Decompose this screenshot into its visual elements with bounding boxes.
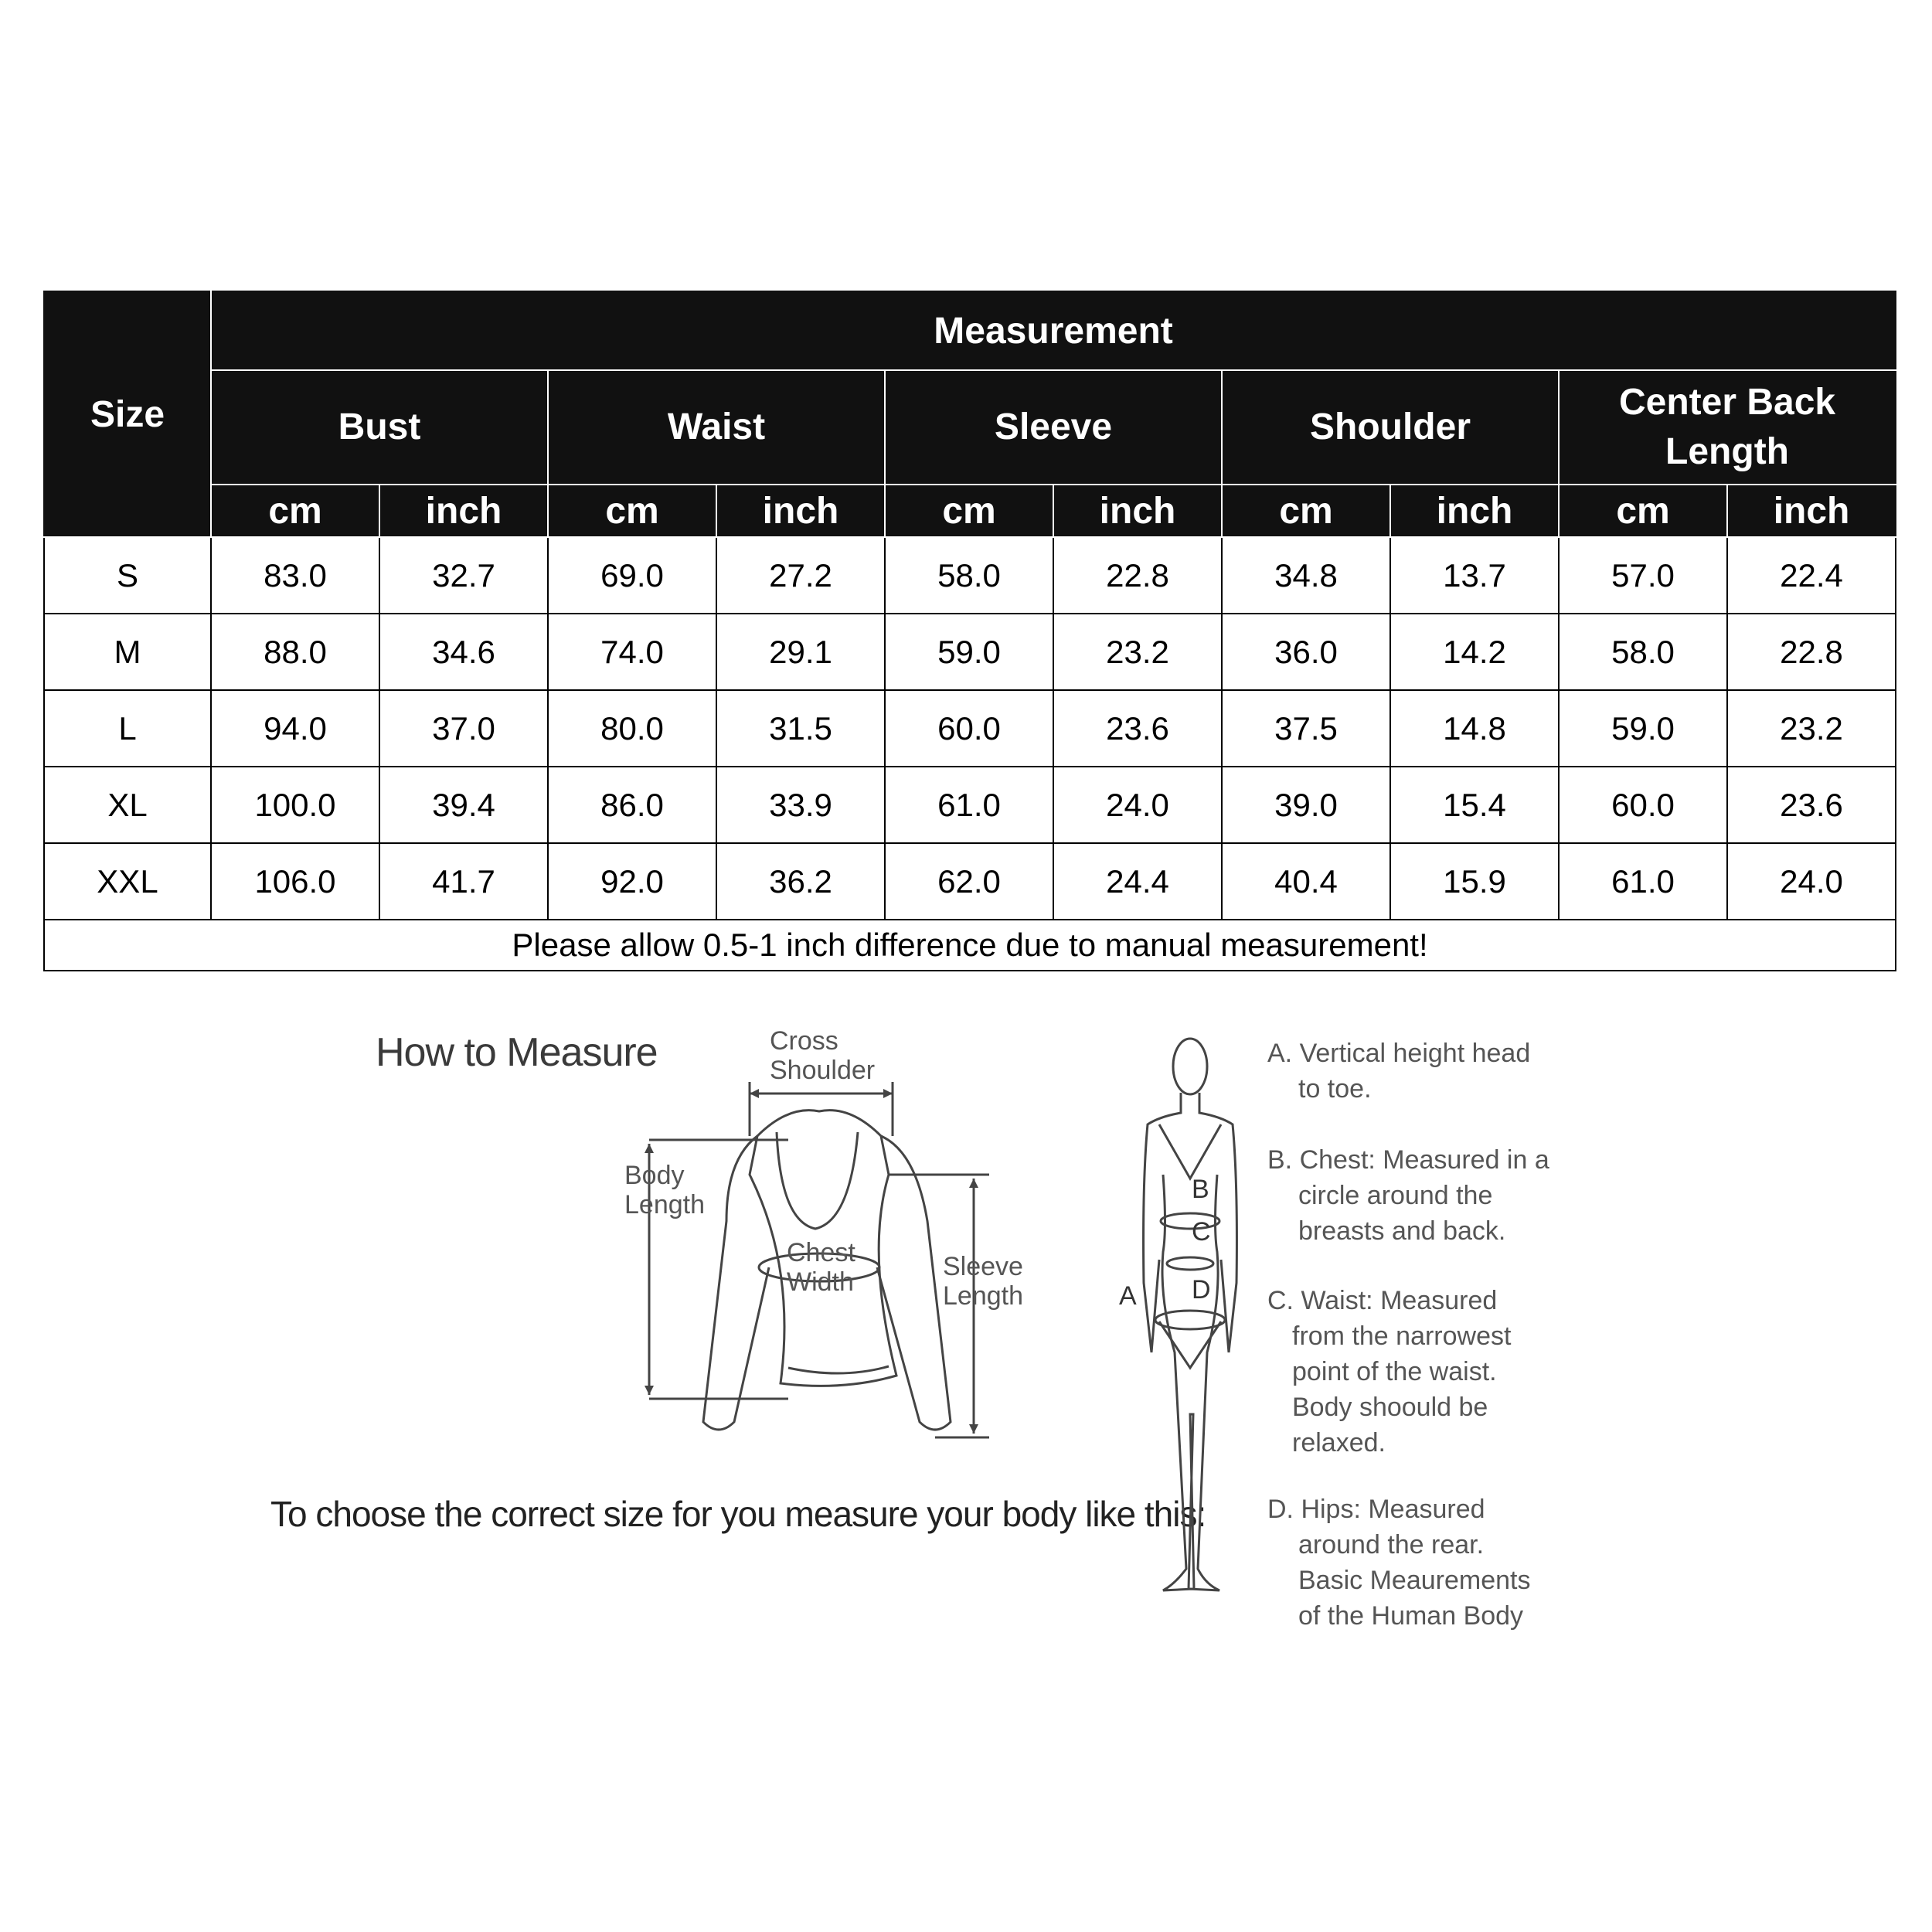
marker-b: B — [1192, 1175, 1209, 1204]
unit-header-cm: cm — [1559, 485, 1727, 537]
waist-inch-cell: 31.5 — [716, 690, 885, 767]
note-line: of the Human Body — [1298, 1601, 1524, 1631]
cbl-cm-cell: 61.0 — [1559, 843, 1727, 920]
note-line: from the narrowest — [1292, 1321, 1512, 1351]
table-row — [44, 843, 1896, 920]
bust-inch-cell: 41.7 — [379, 843, 548, 920]
cbl-inch-cell: 22.4 — [1727, 537, 1896, 614]
shoulder-cm-cell: 36.0 — [1222, 614, 1390, 690]
how-to-measure-section — [0, 997, 1932, 1692]
bust-inch-cell: 37.0 — [379, 690, 548, 767]
bust-cm-cell: 106.0 — [211, 843, 379, 920]
cbl-inch-cell: 23.2 — [1727, 690, 1896, 767]
size-cell: S — [44, 537, 211, 614]
size-cell: M — [44, 614, 211, 690]
size-cell: L — [44, 690, 211, 767]
note-line: C. Waist: Measured — [1267, 1286, 1498, 1315]
unit-header-inch: inch — [379, 485, 548, 537]
sleeve-inch-cell: 24.0 — [1053, 767, 1222, 843]
unit-header-inch: inch — [1390, 485, 1559, 537]
unit-header-cm: cm — [1222, 485, 1390, 537]
sweater-diagram-icon — [611, 1020, 1043, 1453]
cross-shoulder-label-line: Shoulder — [770, 1056, 876, 1085]
body-length-label-line: Body — [624, 1161, 685, 1190]
note-line: A. Vertical height head — [1267, 1039, 1531, 1068]
note-line: Body shoould be — [1292, 1393, 1488, 1422]
waist-inch-cell: 27.2 — [716, 537, 885, 614]
waist-cm-cell: 69.0 — [548, 537, 716, 614]
note-line: to toe. — [1298, 1074, 1372, 1104]
note-line: Basic Meaurements — [1298, 1566, 1531, 1595]
size-header: Size — [44, 291, 211, 537]
marker-a: A — [1119, 1281, 1137, 1311]
marker-c: C — [1192, 1217, 1211, 1247]
sleeve-length-label-line: Sleeve — [943, 1252, 1023, 1281]
bust-cm-cell: 100.0 — [211, 767, 379, 843]
cross-shoulder-label — [770, 1026, 875, 1085]
waist-inch-cell: 33.9 — [716, 767, 885, 843]
size-cell: XXL — [44, 843, 211, 920]
cbl-cm-cell: 59.0 — [1559, 690, 1727, 767]
sleeve-length-label-line: Length — [943, 1281, 1023, 1311]
bust-cm-cell: 88.0 — [211, 614, 379, 690]
note-line: around the rear. — [1298, 1530, 1485, 1560]
cbl-cm-cell: 57.0 — [1559, 537, 1727, 614]
sleeve-cm-cell: 60.0 — [885, 690, 1053, 767]
cbl-inch-cell: 24.0 — [1727, 843, 1896, 920]
shoulder-inch-cell: 15.9 — [1390, 843, 1559, 920]
group-header-shoulder: Shoulder — [1222, 370, 1559, 485]
shoulder-inch-cell: 13.7 — [1390, 537, 1559, 614]
unit-header-inch: inch — [1053, 485, 1222, 537]
waist-inch-cell: 36.2 — [716, 843, 885, 920]
unit-header-inch: inch — [716, 485, 885, 537]
unit-header-cm: cm — [211, 485, 379, 537]
note-b — [1267, 1142, 1577, 1249]
body-length-label — [624, 1161, 705, 1219]
human-body-diagram-icon — [1113, 1028, 1267, 1615]
group-header-sleeve: Sleeve — [885, 370, 1222, 485]
unit-header-inch: inch — [1727, 485, 1896, 537]
sleeve-inch-cell: 23.2 — [1053, 614, 1222, 690]
sleeve-inch-cell: 24.4 — [1053, 843, 1222, 920]
sleeve-cm-cell: 59.0 — [885, 614, 1053, 690]
table-row — [44, 690, 1896, 767]
choose-size-instruction: To choose the correct size for you measure your body like this: — [270, 1494, 1206, 1534]
cbl-cm-cell: 60.0 — [1559, 767, 1727, 843]
size-cell: XL — [44, 767, 211, 843]
table-row — [44, 537, 1896, 614]
note-line: D. Hips: Measured — [1267, 1495, 1485, 1524]
shoulder-cm-cell: 34.8 — [1222, 537, 1390, 614]
note-line: relaxed. — [1292, 1428, 1386, 1458]
shoulder-cm-cell: 40.4 — [1222, 843, 1390, 920]
chest-width-label-line: Chest — [787, 1238, 855, 1267]
sleeve-cm-cell: 58.0 — [885, 537, 1053, 614]
sleeve-inch-cell: 22.8 — [1053, 537, 1222, 614]
note-line: breasts and back. — [1298, 1216, 1506, 1246]
table-row — [44, 614, 1896, 690]
waist-inch-cell: 29.1 — [716, 614, 885, 690]
note-a — [1267, 1036, 1577, 1107]
note-line: circle around the — [1298, 1181, 1493, 1210]
measurement-header: Measurement — [211, 291, 1896, 370]
note-c — [1267, 1283, 1577, 1461]
sleeve-cm-cell: 62.0 — [885, 843, 1053, 920]
shoulder-inch-cell: 14.8 — [1390, 690, 1559, 767]
bust-inch-cell: 39.4 — [379, 767, 548, 843]
size-chart-table — [43, 291, 1896, 971]
cbl-inch-cell: 22.8 — [1727, 614, 1896, 690]
measurement-note: Please allow 0.5-1 inch difference due to manual measurement! — [44, 920, 1896, 971]
chest-width-label — [787, 1238, 855, 1297]
group-header-bust: Bust — [211, 370, 548, 485]
chest-width-label-line: Width — [787, 1267, 854, 1297]
waist-cm-cell: 92.0 — [548, 843, 716, 920]
sleeve-inch-cell: 23.6 — [1053, 690, 1222, 767]
note-line: point of the waist. — [1292, 1357, 1497, 1386]
unit-header-cm: cm — [548, 485, 716, 537]
shoulder-inch-cell: 15.4 — [1390, 767, 1559, 843]
group-header-center-back-length — [1559, 370, 1896, 485]
marker-d: D — [1192, 1275, 1211, 1304]
waist-cm-cell: 86.0 — [548, 767, 716, 843]
center-back-length-label: Center Back Length — [1618, 382, 1836, 472]
shoulder-cm-cell: 37.5 — [1222, 690, 1390, 767]
bust-cm-cell: 94.0 — [211, 690, 379, 767]
sleeve-length-label — [943, 1252, 1023, 1311]
unit-header-cm: cm — [885, 485, 1053, 537]
cbl-cm-cell: 58.0 — [1559, 614, 1727, 690]
group-header-waist: Waist — [548, 370, 885, 485]
how-to-measure-title: How to Measure — [376, 1030, 658, 1075]
bust-cm-cell: 83.0 — [211, 537, 379, 614]
waist-cm-cell: 80.0 — [548, 690, 716, 767]
sleeve-cm-cell: 61.0 — [885, 767, 1053, 843]
note-d — [1267, 1492, 1577, 1634]
bust-inch-cell: 32.7 — [379, 537, 548, 614]
body-length-label-line: Length — [624, 1190, 705, 1219]
table-row — [44, 767, 1896, 843]
bust-inch-cell: 34.6 — [379, 614, 548, 690]
shoulder-cm-cell: 39.0 — [1222, 767, 1390, 843]
shoulder-inch-cell: 14.2 — [1390, 614, 1559, 690]
note-row — [44, 920, 1896, 971]
cbl-inch-cell: 23.6 — [1727, 767, 1896, 843]
cross-shoulder-label-line: Cross — [770, 1026, 838, 1056]
note-line: B. Chest: Measured in a — [1267, 1145, 1549, 1175]
waist-cm-cell: 74.0 — [548, 614, 716, 690]
